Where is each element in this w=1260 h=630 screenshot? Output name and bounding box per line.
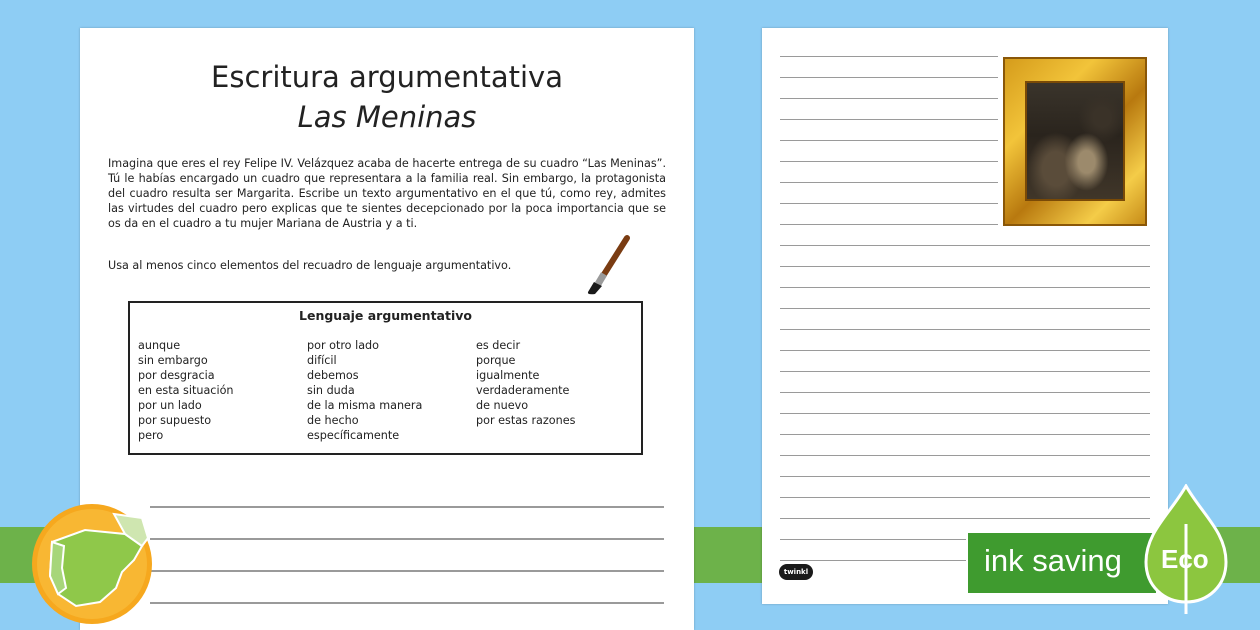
argumentative-language-box — [128, 301, 643, 455]
writing-line — [780, 350, 1150, 351]
writing-line — [780, 140, 998, 141]
writing-line — [780, 56, 998, 57]
intro-paragraph: Imagina que eres el rey Felipe IV. Velázquez acaba de hacerte entrega de su cuadro “Las Meninas”. Tú le habías encargado un cuadro que representara a la familia real. Sin embargo, la protagonista del cuadro resulta ser Margarita. Escribe un texto argumentativo en el que tú, como rey, admites las virtudes del cuadro pero explicas que te sientes decepcionado por la poca importancia que se os da en el cuadro a tu mujer Mariana de Austria y a ti. — [108, 157, 666, 230]
writing-line — [780, 476, 1150, 477]
word-item: específicamente — [307, 429, 400, 442]
word-column-2 — [307, 338, 422, 443]
painting-canvas — [1025, 81, 1125, 201]
writing-line — [780, 518, 1150, 519]
word-item: sin duda — [307, 384, 355, 397]
ink-saving-label: ink saving — [984, 543, 1122, 578]
writing-line — [780, 287, 1150, 288]
writing-line — [150, 506, 664, 508]
instruction-text: Usa al menos cinco elementos del recuadro de lenguaje argumentativo. — [108, 259, 512, 272]
writing-line — [780, 371, 1150, 372]
word-item: de hecho — [307, 414, 359, 427]
word-column-3 — [476, 338, 575, 428]
word-item: igualmente — [476, 369, 540, 382]
writing-line — [780, 413, 1150, 414]
word-item: sin embargo — [138, 354, 208, 367]
writing-line — [780, 119, 998, 120]
word-item: difícil — [307, 354, 337, 367]
writing-line — [780, 245, 1150, 246]
spain-map-icon — [30, 502, 154, 626]
word-item: aunque — [138, 339, 181, 352]
writing-line — [780, 77, 998, 78]
ink-saving-badge — [966, 531, 1158, 595]
word-item: pero — [138, 429, 164, 442]
writing-line — [150, 570, 664, 572]
word-item: por un lado — [138, 399, 202, 412]
word-box-title: Lenguaje argumentativo — [299, 308, 472, 323]
word-item: porque — [476, 354, 516, 367]
worksheet-title: Escritura argumentativa — [211, 60, 563, 94]
writing-line — [780, 497, 1150, 498]
word-item: por desgracia — [138, 369, 215, 382]
word-item: en esta situación — [138, 384, 234, 397]
word-item: por estas razones — [476, 414, 576, 427]
writing-line — [780, 308, 1150, 309]
word-item: de la misma manera — [307, 399, 423, 412]
writing-line — [780, 98, 998, 99]
writing-line — [780, 161, 998, 162]
word-item: por otro lado — [307, 339, 379, 352]
writing-line — [780, 455, 1150, 456]
word-item: de nuevo — [476, 399, 529, 412]
writing-line — [780, 182, 998, 183]
writing-line — [780, 224, 998, 225]
writing-line — [780, 434, 1150, 435]
word-item: debemos — [307, 369, 359, 382]
writing-line — [780, 329, 1150, 330]
paintbrush-icon — [585, 234, 633, 296]
twinkl-logo: twinkl — [779, 564, 813, 580]
worksheet-page-left — [80, 28, 694, 630]
writing-line — [780, 203, 998, 204]
writing-line — [780, 266, 1150, 267]
word-item: es decir — [476, 339, 521, 352]
word-item: verdaderamente — [476, 384, 570, 397]
las-meninas-painting — [1003, 57, 1147, 226]
eco-label: Eco — [1161, 544, 1209, 574]
writing-line — [150, 538, 664, 540]
word-column-1 — [138, 338, 234, 443]
worksheet-page-right — [762, 28, 1168, 604]
worksheet-subtitle: Las Meninas — [297, 100, 477, 134]
word-item: por supuesto — [138, 414, 212, 427]
writing-line — [780, 392, 1150, 393]
writing-line — [150, 602, 664, 604]
